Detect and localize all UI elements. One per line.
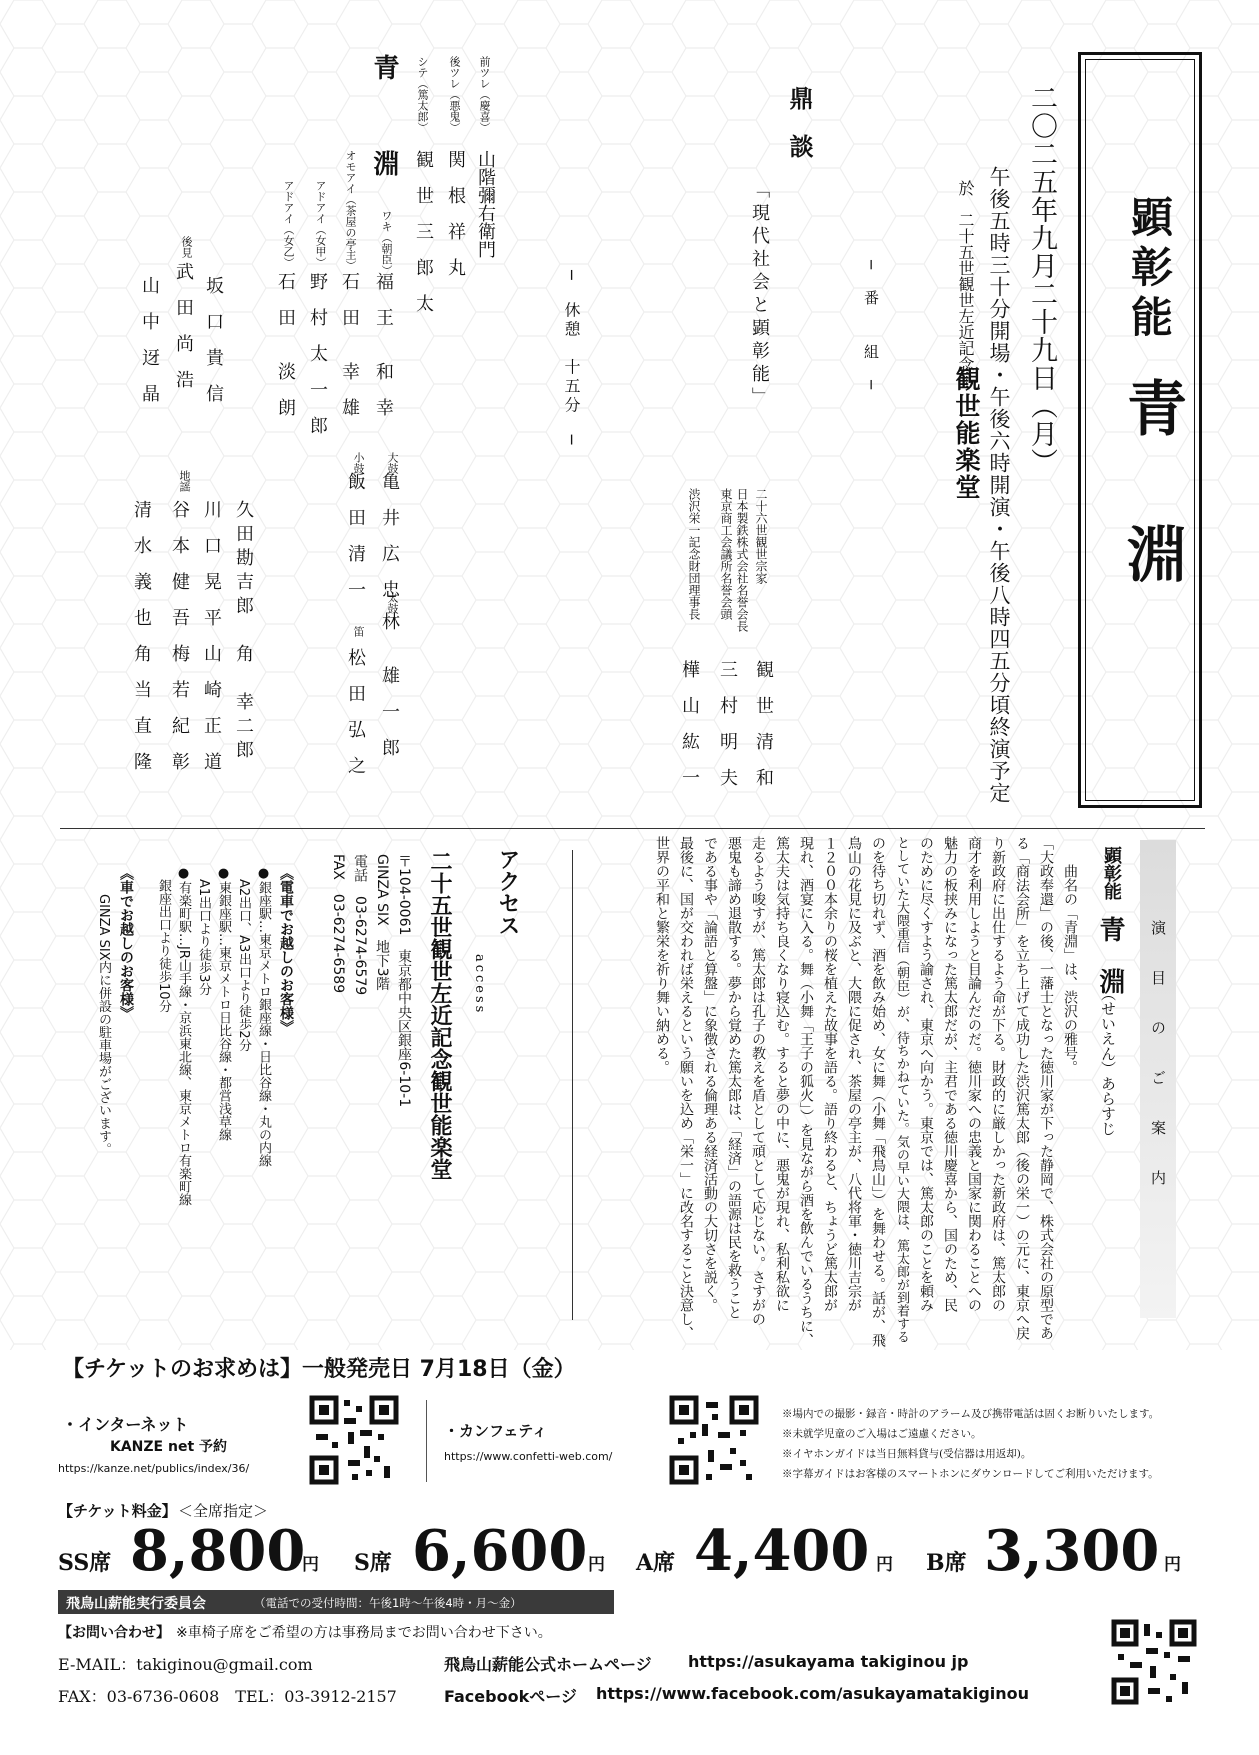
synopsis-line: のために尽くすよう諭され、東京へ向かう。東京では、篤太郎のことを頼み xyxy=(918,836,934,1312)
venue-prefix: 於 二十五世観世左近記念 xyxy=(956,180,975,372)
price-ss: 8,800 xyxy=(130,1518,306,1584)
hayashi-name: 飯 田 清 一 xyxy=(345,472,366,598)
hayashi-name: 亀 井 広 忠 xyxy=(379,472,400,598)
price-a: 4,400 xyxy=(694,1518,870,1584)
synopsis-line: 現れ、酒宴に入る。舞（小舞「王子の狐火」）を見ながら酒を飲んでいるうちに、 xyxy=(798,836,814,1347)
seat-s: S席 xyxy=(354,1550,392,1576)
organizer-banner xyxy=(58,1590,614,1614)
price-s: 6,600 xyxy=(412,1518,588,1584)
synopsis-line: 商才を利用しようと目論んだのだ。徳川家への忠義と国家に関わることへの xyxy=(966,836,982,1312)
access-building: GINZA SIX 地下3階 xyxy=(374,854,390,991)
access-heading: アクセス xyxy=(495,848,520,936)
synopsis-side-label: 演 目 の ご 案 内 xyxy=(1149,920,1167,1195)
access-postal: 〒104-0061 東京都中央区銀座6-10-1 xyxy=(396,854,412,1108)
ticket-note: ※字幕ガイドはお客様のスマートホンにダウンロードしてご利用いただけます。 xyxy=(782,1468,1159,1480)
seat-a: A席 xyxy=(636,1550,676,1576)
kanze-qr-code[interactable] xyxy=(308,1394,400,1486)
teidan-p2-name: 三 村 明 夫 xyxy=(717,660,738,786)
price-b: 3,300 xyxy=(984,1518,1160,1584)
train-line: A2出口、A3出口より徒歩2分 xyxy=(236,866,251,1052)
internet-url[interactable]: https://kanze.net/publics/index/36/ xyxy=(58,1462,250,1475)
cast-role: アドアイ（女乙） xyxy=(282,180,295,268)
jiutai-label: 地謡 xyxy=(178,470,191,492)
synopsis-title-reading: （せいえん）あらすじ xyxy=(1099,986,1117,1136)
access-tel: 電話 03-6274-6579 xyxy=(352,854,368,996)
organizer-hours: （電話での受付時間：午後1時～午後4時・月～金） xyxy=(254,1596,522,1610)
cast-name: 石 田 幸 雄 xyxy=(339,272,360,416)
synopsis-line: 悪鬼も諦め退散する。夢から覚めた篤太郎は、「経済」の語源は民を救うこと xyxy=(726,836,742,1319)
teidan-p1-role: 二十六世観世宗家 xyxy=(754,488,768,584)
cast-name: 石 田 淡 朗 xyxy=(275,272,296,416)
yen-a: 円 xyxy=(876,1555,893,1575)
cast-name: 野 村 太 一 郎 xyxy=(307,272,328,434)
cast-name: 関 根 祥 丸 xyxy=(445,150,466,276)
teidan-heading: 鼎 談 xyxy=(785,86,814,158)
confetti-qr-code[interactable] xyxy=(668,1394,760,1486)
homepage-label: 飛鳥山薪能公式ホームページ xyxy=(444,1655,652,1674)
synopsis-line: 最後に、国が交われば栄えるという願いを込め「栄一」に改名すること決意し、 xyxy=(678,836,694,1340)
ticket-divider xyxy=(426,1400,427,1482)
teidan-p3-name: 樺 山 紘 一 xyxy=(679,660,700,786)
internet-label: ・インターネット xyxy=(62,1415,189,1434)
title-en: 淵 xyxy=(1117,523,1187,583)
koken-name: 山 中 迓 晶 xyxy=(139,276,160,402)
cast-role: ワキ（朝臣） xyxy=(380,210,393,276)
synopsis-line: り新政府に出仕するよう命が下る。財政的に厳しかった新政府は、篤太郎の xyxy=(990,836,1006,1312)
synopsis-line: る「商法会所」を立ち上げて成功した渋沢篤太郎（後の栄一）の元に、東京へ戻 xyxy=(1014,836,1030,1340)
noh-title: 青 淵 xyxy=(369,54,399,182)
yen-ss: 円 xyxy=(302,1555,319,1575)
teidan-p2-role: 日本製鉄株式会社名誉会長 東京商工会議所名誉会頭 xyxy=(719,488,749,632)
synopsis-line: 世界の平和と繁栄を祈り舞い納める。 xyxy=(654,836,670,1074)
section-divider xyxy=(60,828,1205,829)
intermission: ─ 休憩 十五分 ─ xyxy=(562,270,581,448)
hayashi-role: 小鼓 xyxy=(352,452,365,474)
program-label: ─ 番 組 ─ xyxy=(862,260,880,393)
confetti-url[interactable]: https://www.confetti-web.com/ xyxy=(444,1450,613,1463)
ticket-note: ※イヤホンガイドは当日無料貸与(受信器は用返却)。 xyxy=(782,1448,1032,1460)
access-fax: FAX 03-6274-6589 xyxy=(330,854,346,994)
venue-name: 観世能楽堂 xyxy=(952,366,981,501)
teidan-subtitle: 「現代社会と顕彰能」 xyxy=(749,180,770,410)
title-box xyxy=(1078,52,1202,808)
seat-b: B席 xyxy=(926,1550,967,1576)
synopsis-line: 魅力の板挟みになった篤太郎だが、主君である徳川慶喜から、国のため、民 xyxy=(942,836,958,1312)
car-heading: 《車でお越しのお客様》 xyxy=(118,866,134,1020)
synopsis-line: としていた大隈重信（朝臣）が、待ちかねていた。気の早い大隈は、篤太郎が到着する xyxy=(894,836,909,1343)
confetti-label: ・カンフェティ xyxy=(444,1422,548,1440)
koken-name: 武 田 尚 浩 xyxy=(173,262,194,388)
price-note: ＜全席指定＞ xyxy=(178,1502,269,1520)
cast-role: 前ツレ（慶喜） xyxy=(478,56,491,133)
jiutai-row: 久田勘吉郎 角 幸二郎 xyxy=(233,500,254,764)
hayashi-name: 林 雄 一 郎 xyxy=(379,612,400,756)
jiutai-row: 清 水 義 也 角 当 直 隆 xyxy=(131,500,152,770)
contact-fax-tel: FAX：03-6736-0608 TEL：03-3912-2157 xyxy=(58,1687,397,1706)
facebook-url[interactable]: https://www.facebook.com/asukayamatakiginou xyxy=(596,1684,1030,1703)
title-sei: 青 xyxy=(1117,377,1187,437)
teidan-p3-role: 渋沢栄一記念財団理事長 xyxy=(687,488,701,620)
train-line: ●銀座駅…東京メトロ銀座線・日比谷線・丸の内線 xyxy=(256,866,271,1167)
train-line: 銀座出口より徒歩10分 xyxy=(156,866,171,1013)
hayashi-role: 大鼓 xyxy=(386,452,399,474)
homepage-url[interactable]: https://asukayama takiginou jp xyxy=(688,1652,969,1671)
cast-role: オモアイ（茶屋の亭主） xyxy=(344,150,357,271)
hayashi-name: 松 田 弘 之 xyxy=(345,648,366,774)
organizer-name: 飛鳥山薪能実行委員会 xyxy=(66,1596,206,1612)
internet-service: KANZE net 予約 xyxy=(110,1439,228,1455)
synopsis-line: である事や「論語と算盤」に象徴される倫理ある経済活動の大切さを説く。 xyxy=(702,836,718,1312)
train-line: ●有楽町駅…JR山手線・京浜東北線、東京メトロ有楽町線 xyxy=(176,866,191,1206)
performance-time: 午後五時三十分開場・午後六時開演・午後八時四五分頃終演予定 xyxy=(987,166,1011,804)
teidan-p1-name: 観 世 清 和 xyxy=(753,660,774,786)
cast-name: 観 世 三 郎 太 xyxy=(413,150,434,312)
cast-role: アドアイ（女甲） xyxy=(314,180,327,268)
train-line: A1出口より徒歩3分 xyxy=(196,866,211,996)
yen-b: 円 xyxy=(1164,1555,1181,1575)
synopsis-line: 走るよう唆すが、篤太郎は孔子の教えを盾として頑として応じない。さすがの xyxy=(750,836,766,1326)
access-heading-en: access xyxy=(472,954,487,1016)
homepage-qr-code[interactable] xyxy=(1110,1618,1198,1706)
synopsis-line: 「大政奉還」の後、一藩士となった徳川家が下った静岡で、株式会社の原型であ xyxy=(1038,836,1054,1340)
train-heading: 《電車でお越しのお客様》 xyxy=(278,866,294,1034)
title-kensho-no: 顕彰能 xyxy=(1125,195,1174,345)
train-line: ●東銀座駅…東京メトロ日比谷線・都営浅草線 xyxy=(216,866,231,1141)
cast-role: 後ツレ（悪鬼） xyxy=(448,56,461,133)
koken-name: 坂 口 貴 信 xyxy=(203,276,224,402)
cast-name: 山階彌右衛門 xyxy=(475,150,496,258)
synopsis-title-small: 顕彰能 xyxy=(1101,846,1122,900)
hayashi-role: 笛 xyxy=(352,626,365,637)
jiutai-row: 川 口 晃 平 山 崎 正 道 xyxy=(201,500,222,770)
jiutai-row: 谷 本 健 吾 梅 若 紀 彰 xyxy=(169,500,190,770)
seat-ss: SS席 xyxy=(58,1550,112,1576)
performance-date: 二〇二五年九月二十九日（月） xyxy=(1026,84,1057,476)
price-label: 【チケット料金】 xyxy=(58,1502,177,1520)
cast-role: シテ（篤太郎） xyxy=(416,56,429,133)
synopsis-line: １２００本余りの桜を植えた故事を語る。語り終わると、ちょうど篤太郎が xyxy=(822,836,838,1312)
synopsis-line: 篤太夫は気持ち良くなり寝込む。すると夢の中に、悪鬼が現れ、私利私欲に xyxy=(774,836,790,1312)
cast-name: 福 王 和 幸 xyxy=(373,272,394,416)
ticket-note: ※場内での撮影・録音・時計のアラーム及び携帯電話は固くお断りいたします。 xyxy=(782,1408,1160,1420)
synopsis-line: 曲名の「青淵」は、渋沢の雅号。 xyxy=(1062,850,1078,1074)
column-divider xyxy=(572,850,573,1320)
inquiry-note: ※車椅子席をご希望の方は事務局までお問い合わせ下さい。 xyxy=(176,1625,552,1641)
facebook-label: Facebookページ xyxy=(444,1687,577,1706)
synopsis-line: 鳥山の花見に及ぶと、大隈に促され、茶屋の亭主が、八代将軍・徳川吉宗が xyxy=(846,836,862,1312)
access-venue: 二十五世観世左近記念観世能楽堂 xyxy=(427,850,452,1180)
synopsis-line: のを待ち切れず、酒を飲み始め、女に舞（小舞「飛鳥山」）を舞わせる。話が、飛 xyxy=(870,836,886,1347)
car-line: GINZA SIX内に併設の駐車場がございます。 xyxy=(96,894,111,1156)
inquiry-label: 【お問い合わせ】 xyxy=(58,1625,170,1641)
ticket-header: 【チケットのお求めは】一般発売日 7月18日（金） xyxy=(62,1357,576,1382)
synopsis-title-big: 青 淵 xyxy=(1095,916,1125,994)
yen-s: 円 xyxy=(588,1555,605,1575)
ticket-note: ※未就学児童のご入場はご遠慮ください。 xyxy=(782,1428,982,1440)
contact-email[interactable]: E-MAIL：takiginou@gmail.com xyxy=(58,1655,313,1674)
koken-label: 後見 xyxy=(180,236,193,258)
hayashi-role: 太鼓 xyxy=(386,592,399,614)
